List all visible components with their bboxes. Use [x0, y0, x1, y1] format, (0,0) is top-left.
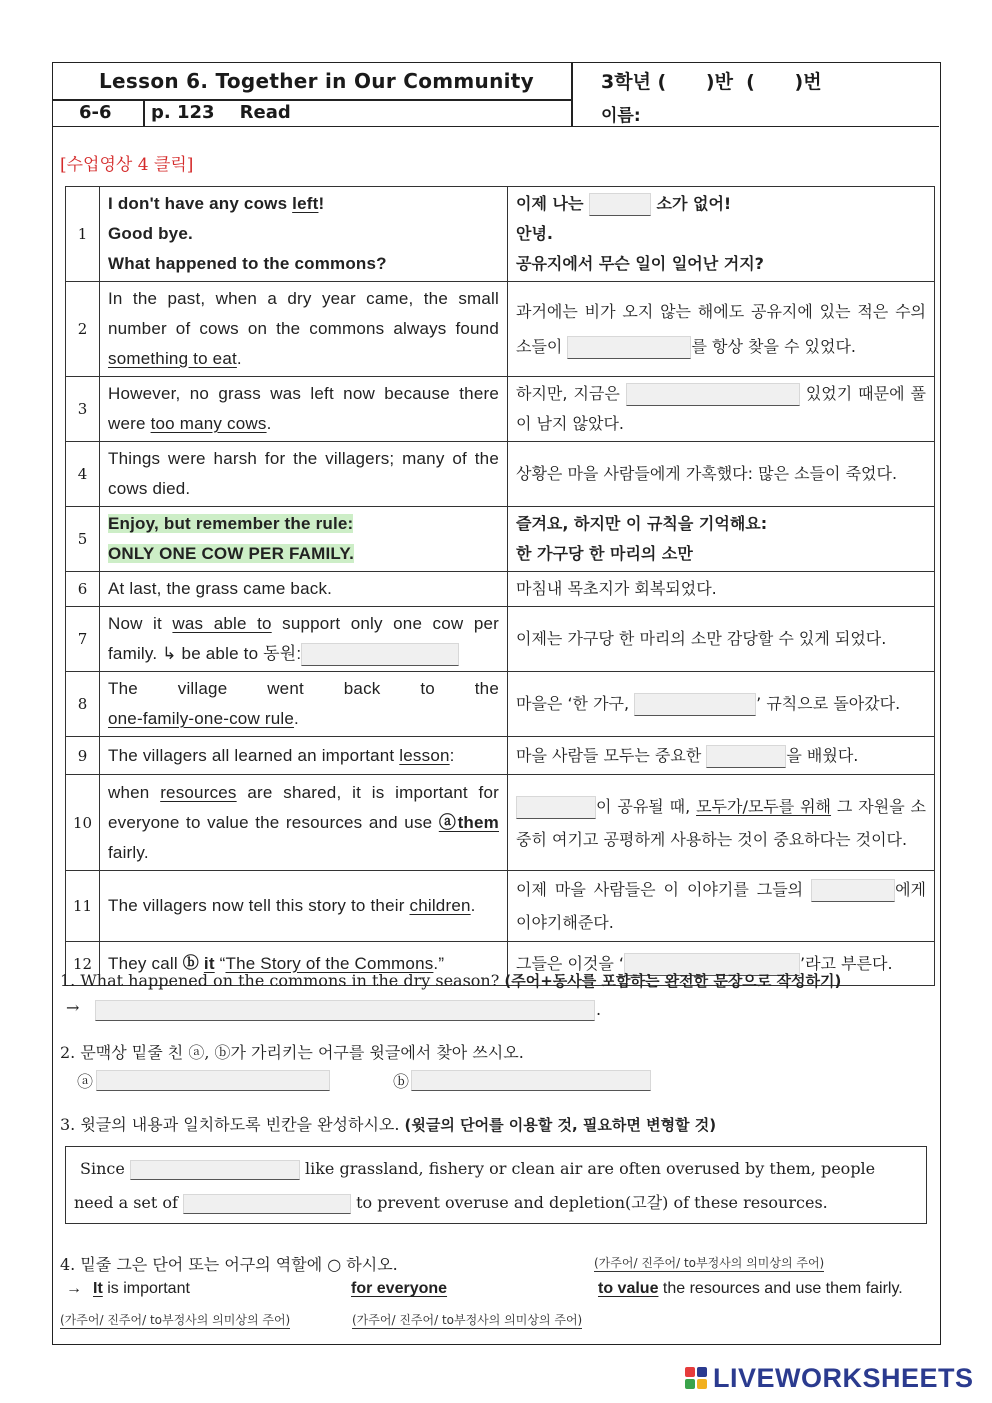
answer-input-q2a[interactable]: [96, 1070, 330, 1091]
underlined-to-value: to value: [598, 1280, 659, 1297]
logo-grid-icon: [685, 1367, 709, 1391]
underlined-phrase: something to eat: [108, 349, 237, 368]
question-4: 4. 밑줄 그은 단어 또는 어구의 역할에 ○ 하시오.: [60, 1255, 398, 1274]
row-number: 6: [66, 572, 100, 607]
sentence-text: .”: [433, 953, 445, 973]
sentence-text: The villagers now tell this story to their: [108, 896, 410, 915]
marker-a-icon: ⓐ: [77, 1072, 94, 1091]
english-sentence: [100, 672, 508, 737]
row-number: 1: [66, 187, 100, 282]
english-sentence: [100, 737, 508, 775]
underlined-phrase: one-family-one-cow rule: [108, 709, 295, 728]
sentence-text: are shared, it is important for everyone to value the resources and use: [108, 782, 499, 832]
highlighted-rule: Enjoy, but remember the rule:: [108, 514, 354, 533]
row-number: 2: [66, 282, 100, 377]
korean-translation: [508, 507, 935, 572]
answer-blank[interactable]: [516, 796, 596, 819]
question-2: 2. 문맥상 밑줄 친 ⓐ, ⓑ가 가리키는 어구를 윗글에서 찾아 쓰시오.: [60, 1043, 524, 1062]
english-sentence: [100, 507, 508, 572]
table-row: [66, 507, 935, 572]
answer-blank[interactable]: [706, 745, 786, 768]
translation-text: 한 가구당 한 마리의 소만: [516, 544, 693, 563]
lesson-title: Lesson 6. Together in Our Community: [99, 69, 534, 93]
sentence-text: fairly.: [108, 842, 149, 862]
translation-text: ’ 규칙으로 돌아갔다.: [756, 694, 901, 713]
korean-translation: [508, 282, 935, 377]
sentence-text: support only one cow per family. ↳ be able to 동원:: [108, 614, 500, 663]
row-number: 10: [66, 775, 100, 871]
question-text: 1. What happened on the commons in the dry season?: [60, 971, 500, 990]
korean-translation: 이제는 가구당 한 마리의 소만 감당할 수 있게 되었다.: [508, 607, 935, 672]
underlined-phrase[interactable]: 모두가/모두를 위해: [696, 796, 832, 816]
translation-text: 이제 나는: [516, 194, 589, 213]
underlined-word: lesson: [399, 745, 450, 765]
name-label: 이름:: [601, 106, 641, 126]
row-number: 7: [66, 607, 100, 672]
sentence-text: :: [449, 745, 455, 765]
sentence-text: .: [236, 349, 242, 368]
korean-translation: [508, 187, 935, 282]
sentence-text: However, no grass was left now because there were: [108, 384, 499, 433]
row-number: 3: [66, 377, 100, 442]
translation-text: 소가 없어!: [650, 194, 732, 213]
answer-blank[interactable]: [183, 1194, 351, 1214]
answer-input-q2b[interactable]: [411, 1070, 651, 1091]
sentence-text: .: [470, 896, 476, 915]
answer-input-q1[interactable]: [95, 1000, 595, 1021]
sentence-text: I don't have any cows: [108, 194, 293, 213]
table-row: [66, 672, 935, 737]
korean-translation: [508, 775, 935, 871]
question-text: 3. 윗글의 내용과 일치하도록 빈칸을 완성하시오.: [60, 1115, 400, 1134]
korean-translation: [508, 377, 935, 442]
korean-translation: 마침내 목초지가 회복되었다.: [508, 572, 935, 607]
sentence-text: .: [266, 414, 272, 433]
korean-translation: 상황은 마을 사람들에게 가혹했다: 많은 소들이 죽었다.: [508, 442, 935, 507]
translation-text: 마을은 ‘한 가구,: [516, 694, 635, 713]
row-number: 4: [66, 442, 100, 507]
lesson-number: 6-6: [79, 102, 112, 123]
marked-word-a: ⓐthem: [438, 812, 499, 832]
question-3: [60, 1112, 716, 1135]
q4-to-value: [598, 1280, 903, 1298]
underlined-for-everyone: for everyone: [351, 1280, 448, 1297]
table-row: [66, 607, 935, 672]
row-number: 8: [66, 672, 100, 737]
summary-text: Since: [80, 1159, 130, 1178]
activity-label: Read: [239, 102, 291, 123]
table-row: [66, 572, 935, 607]
korean-translation: [508, 672, 935, 737]
translation-text: 즐겨요, 하지만 이 규칙을 기억해요:: [516, 514, 768, 533]
translation-text: 그들은 이것을 ‘: [516, 953, 624, 973]
underlined-phrase: too many cows: [150, 414, 267, 433]
table-row: [66, 282, 935, 377]
table-row: [66, 187, 935, 282]
translation-text: 마을 사람들 모두는 중요한: [516, 745, 707, 765]
english-sentence: [100, 775, 508, 871]
table-row: [66, 871, 935, 942]
highlighted-rule: ONLY ONE COW PER FAMILY.: [108, 544, 354, 563]
translation-text: 이 공유될 때,: [596, 796, 697, 816]
arrow-icon: →: [66, 1280, 82, 1297]
answer-blank[interactable]: [626, 383, 800, 406]
summary-line-2: [74, 1190, 828, 1214]
sentence-text: the resources and use them fairly.: [658, 1280, 903, 1297]
translation-text: 을 배웠다.: [786, 745, 859, 765]
summary-text: like grassland, fishery or clean air are often overused by them, people: [299, 1159, 876, 1178]
worksheet-header: [53, 63, 939, 127]
translation-text: 를 항상 찾을 수 있었다.: [691, 337, 857, 356]
sentence-text: Now it: [108, 614, 173, 633]
marker-b-icon: ⓑ: [393, 1072, 410, 1091]
sentence-text: .: [294, 709, 299, 728]
sentence-text: when: [108, 782, 161, 802]
english-sentence: [100, 871, 508, 942]
marker-b-icon: ⓑ: [182, 954, 199, 972]
underlined-word: children: [409, 896, 471, 915]
sentence-text: The villagers all learned an important: [108, 745, 400, 765]
role-options-for-everyone[interactable]: (가주어/ 진주어/ to부정사의 의미상의 주어): [352, 1313, 583, 1327]
english-sentence: [100, 187, 508, 282]
question-note: (주어+동사를 포함하는 완전한 문장으로 작성하기): [504, 972, 842, 990]
translation-text: 안녕.: [516, 224, 553, 243]
sentence-text: “: [214, 953, 226, 973]
answer-blank[interactable]: [811, 879, 895, 902]
grade-class-number: 3학년 ( )반 ( )번: [601, 71, 822, 93]
sentence-text: !: [318, 194, 325, 213]
question-1: [60, 970, 841, 991]
question-note: (윗글의 단어를 이용할 것, 필요하면 변형할 것): [404, 1116, 717, 1134]
summary-line-1: [80, 1159, 875, 1180]
underlined-it: It: [93, 1280, 103, 1297]
translation-text: 하지만, 지금은: [516, 384, 626, 403]
summary-box: [65, 1146, 927, 1224]
role-options-it[interactable]: (가주어/ 진주어/ to부정사의 의미상의 주어): [60, 1313, 291, 1327]
translation-text: 에게 이야기해준다.: [516, 880, 926, 932]
summary-text: need a set of: [74, 1193, 184, 1212]
answer-blank[interactable]: [567, 336, 691, 359]
sentence-text: They call: [108, 953, 183, 973]
row-number: 11: [66, 871, 100, 942]
korean-translation: [508, 871, 935, 942]
arrow-icon: →: [66, 998, 80, 1017]
question-text: .: [596, 1000, 602, 1019]
sentence-text: In the past, when a dry year came, the small number of cows on the commons always found: [108, 289, 499, 338]
answer-blank[interactable]: [634, 693, 756, 716]
row-number: 9: [66, 737, 100, 775]
table-row: [66, 442, 935, 507]
reading-table: [65, 186, 935, 986]
underlined-title: The Story of the Commons: [225, 953, 434, 973]
marked-word-b: it: [203, 953, 215, 973]
table-row: [66, 775, 935, 871]
role-options-to-value[interactable]: (가주어/ 진주어/ to부정사의 의미상의 주어): [594, 1256, 825, 1270]
translation-text: 있었기 때문에 풀이 남지 않았다.: [516, 384, 927, 433]
sentence-text: The village went back to the: [108, 679, 499, 698]
row-number: 12: [66, 942, 100, 986]
q4-for-everyone: [351, 1280, 447, 1298]
sentence-text: is important: [102, 1280, 190, 1297]
answer-blank[interactable]: [301, 643, 459, 666]
translation-text: 그 자원을 소중히 여기고 공평하게 사용하는 것이 중요하다는 것이다.: [516, 796, 927, 849]
translation-text: 과거에는 비가 오지 않는 해에도 공유지에 있는 적은 수의 소들이: [516, 302, 926, 356]
underlined-word: resources: [160, 782, 237, 802]
sentence-text: What happened to the commons?: [108, 254, 387, 273]
sentence-text: Good bye.: [108, 224, 193, 243]
underlined-phrase: was able to: [172, 614, 272, 633]
lesson-page: [151, 102, 291, 123]
q4-sentence-start: [93, 1280, 190, 1298]
english-sentence: [100, 377, 508, 442]
summary-text: to prevent overuse and depletion(고갈) of these resources.: [351, 1193, 828, 1212]
answer-blank[interactable]: [130, 1160, 300, 1180]
table-row: [66, 377, 935, 442]
answer-blank[interactable]: [589, 193, 651, 216]
english-sentence: At last, the grass came back.: [100, 572, 508, 607]
row-number: 5: [66, 507, 100, 572]
translation-text: ’라고 부른다.: [800, 953, 893, 973]
translation-text: 이제 마을 사람들은 이 이야기를 그들의: [516, 880, 812, 899]
english-sentence: [100, 282, 508, 377]
table-row: [66, 737, 935, 775]
english-sentence: Things were harsh for the villagers; many of the cows died.: [100, 442, 508, 507]
korean-translation: [508, 737, 935, 775]
english-sentence: [100, 607, 508, 672]
class-video-link[interactable]: [수업영상 4 클릭]: [60, 155, 194, 175]
translation-text: 공유지에서 무슨 일이 일어난 거지?: [516, 254, 764, 273]
underlined-word: left: [292, 194, 319, 213]
brand-name: LIVEWORKSHEETS: [713, 1363, 974, 1393]
page-number: p. 123: [151, 102, 215, 123]
